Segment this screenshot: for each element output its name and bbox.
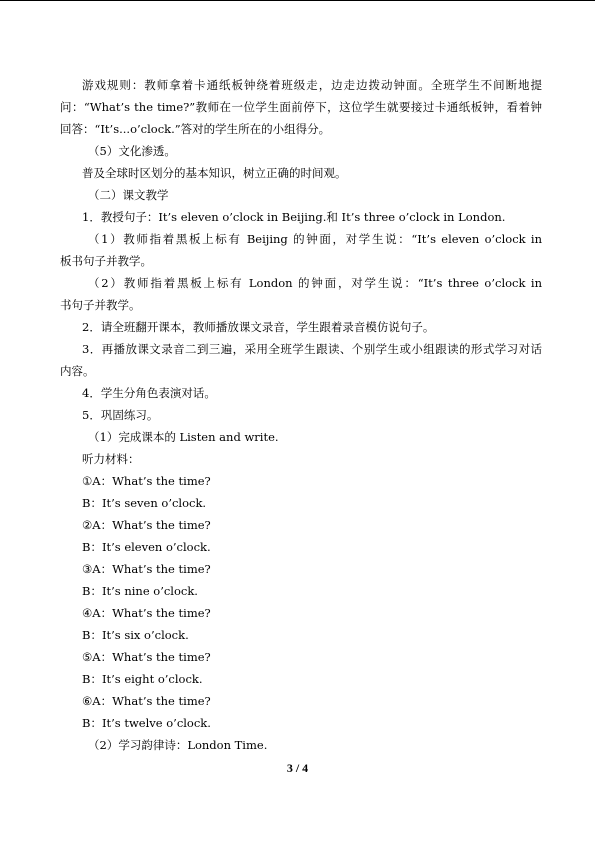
text-line: 3．再播放课文录音二到三遍，采用全班学生跟读、个别学生或小组跟读的形式学习对话 [82, 342, 542, 356]
text-line: 游戏规则：教师拿着卡通纸板钟绕着班级走，边走边拨动钟面。全班学生不间断地提 [82, 78, 542, 92]
text-line: ①A：What’s the time? [82, 474, 211, 488]
text-line: （1）教师指着黑板上标有 Beijing 的钟面，对学生说：“It’s eleven o’clock in [88, 232, 542, 246]
document-body [60, 74, 542, 756]
text-line: B：It’s six o’clock. [82, 628, 189, 642]
text-line: 回答：“It’s...o’clock.”答对的学生所在的小组得分。 [60, 122, 331, 136]
text-line: ⑥A：What’s the time? [82, 694, 211, 708]
text-line: （二）课文教学 [88, 188, 169, 202]
text-line: 问：“What’s the time?”教师在一位学生面前停下，这位学生就要接过卡通纸板钟，看着钟 [60, 100, 542, 114]
text-line: （2）教师指着黑板上标有 London 的钟面，对学生说：“It’s three o’clock in [88, 276, 542, 290]
text-line: B：It’s twelve o’clock. [82, 716, 211, 730]
text-line: 书句子并教学。 [60, 298, 141, 312]
text-line: 5．巩固练习。 [82, 408, 159, 422]
text-line: 板书句子并教学。 [60, 254, 152, 268]
text-line: （1）完成课本的 Listen and write. [88, 430, 279, 444]
text-line: （5）文化渗透。 [88, 144, 176, 158]
text-line: B：It’s eight o’clock. [82, 672, 203, 686]
text-line: ⑤A：What’s the time? [82, 650, 211, 664]
text-line: 2．请全班翻开课本，教师播放课文录音，学生跟着录音模仿说句子。 [82, 320, 435, 334]
text-line: ④A：What’s the time? [82, 606, 211, 620]
text-line: 听力材料： [82, 452, 140, 466]
text-line: B：It’s seven o’clock. [82, 496, 207, 510]
header-rule [0, 0, 595, 1]
text-line: 1．教授句子：It’s eleven o’clock in Beijing.和 It’s three o’clock in London. [82, 210, 506, 224]
page-number: 3 / 4 [286, 761, 309, 775]
text-line: （2）学习韵律诗：London Time. [88, 738, 268, 752]
text-line: ②A：What’s the time? [82, 518, 211, 532]
text-line: ③A：What’s the time? [82, 562, 211, 576]
text-line: 内容。 [60, 364, 95, 378]
text-line: 普及全球时区划分的基本知识，树立正确的时间观。 [82, 166, 347, 180]
text-line: B：It’s nine o’clock. [82, 584, 198, 598]
text-line: B：It’s eleven o’clock. [82, 540, 211, 554]
text-line: 4．学生分角色表演对话。 [82, 386, 216, 400]
